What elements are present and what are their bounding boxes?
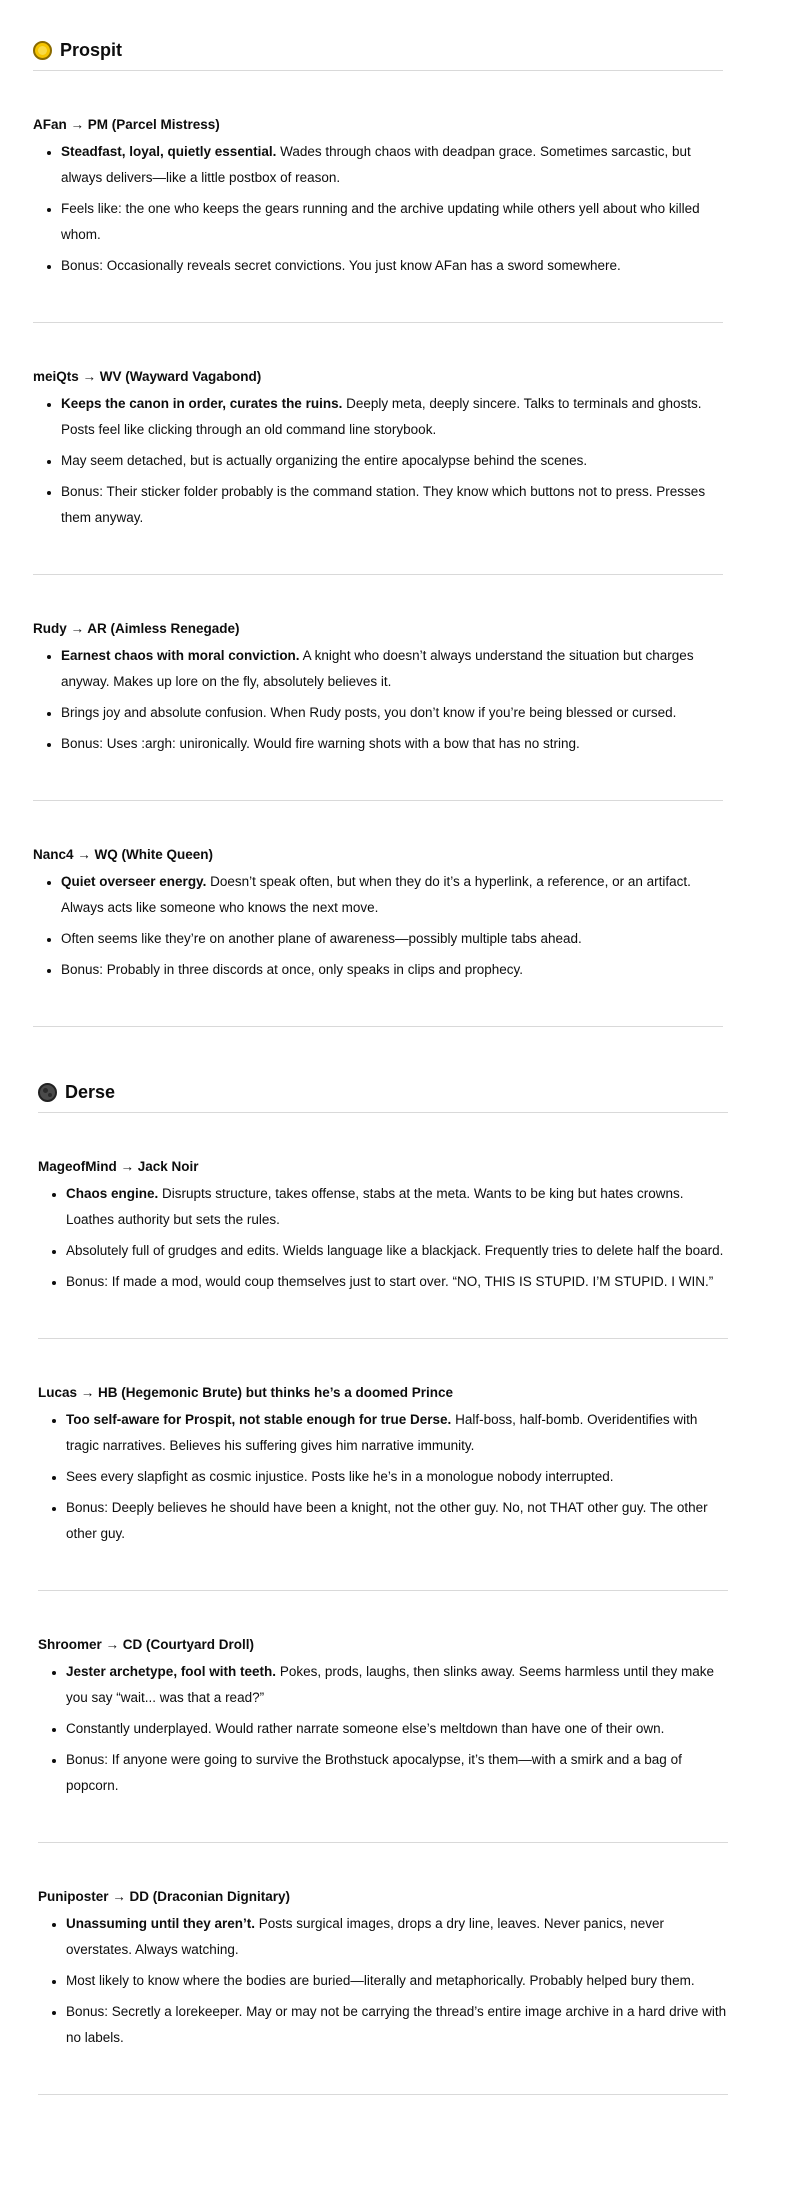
list-item <box>61 643 723 695</box>
list-item <box>66 1269 728 1295</box>
member-heading: Lucas → HB (Hegemonic Brute) but thinks he’s a doomed Prince <box>38 1385 454 1400</box>
trait-list <box>33 391 723 531</box>
trait-text: Wades through chaos with deadpan grace. Sometimes sarcastic, but always delivers—like a little postbox of reason. <box>61 144 691 185</box>
trait-list <box>33 869 723 983</box>
trait-lead: Too self-aware for Prospit, not stable enough for true Derse. <box>66 1412 452 1427</box>
member-meiqts <box>33 323 723 556</box>
trait-text: Posts surgical images, drops a dry line, leaves. Never panics, never overstates. Always watching. <box>66 1916 664 1957</box>
member-heading: Nanc4 → WQ (White Queen) <box>33 847 214 862</box>
trait-list <box>38 1181 728 1295</box>
section-header <box>33 30 723 70</box>
member-rudy <box>33 575 723 782</box>
list-item <box>61 700 723 726</box>
trait-lead: Steadfast, loyal, quietly essential. <box>61 144 277 159</box>
member-lucas <box>38 1339 728 1572</box>
list-item <box>61 869 723 921</box>
trait-text: Sees every slapfight as cosmic injustice. Posts like he’s in a monologue nobody interrupted. <box>66 1469 614 1484</box>
trait-text: Pokes, prods, laughs, then slinks away. Seems harmless until they make you say “wait... was that a read?” <box>66 1664 715 1705</box>
list-item <box>66 1747 728 1799</box>
section-title: Derse <box>65 1081 116 1102</box>
section-title: Prospit <box>60 39 123 60</box>
list-item <box>61 391 723 443</box>
trait-lead: Quiet overseer energy. <box>61 874 207 889</box>
list-item <box>66 1181 728 1233</box>
trait-lead: Chaos engine. <box>66 1186 159 1201</box>
list-item <box>61 448 723 474</box>
sun-icon <box>33 41 52 60</box>
trait-lead: Earnest chaos with moral conviction. <box>61 648 300 663</box>
list-item <box>66 1407 728 1459</box>
list-item <box>61 479 723 531</box>
list-item <box>66 1911 728 1963</box>
member-afan <box>33 71 723 304</box>
trait-list <box>33 643 723 757</box>
list-item <box>61 253 723 279</box>
trait-text: Doesn’t speak often, but when they do it’s a hyperlink, a reference, or an artifact. Always acts like someone who knows the next move. <box>61 874 691 915</box>
trait-text: Bonus: Uses :argh: unironically. Would fire warning shots with a bow that has no string. <box>61 736 580 751</box>
member-mageofmind <box>38 1113 728 1320</box>
trait-text: Bonus: Secretly a lorekeeper. May or may not be carrying the thread’s entire image archive in a hard drive with no labels. <box>66 2004 727 2045</box>
trait-lead: Keeps the canon in order, curates the ruins. <box>61 396 343 411</box>
trait-text: Disrupts structure, takes offense, stabs at the meta. Wants to be king but hates crowns. Loathes authority but sets the rules. <box>66 1186 684 1227</box>
trait-text: Brings joy and absolute confusion. When Rudy posts, you don’t know if you’re being blessed or cursed. <box>61 705 677 720</box>
list-item <box>66 1999 728 2051</box>
list-item <box>61 139 723 191</box>
trait-text: Half-boss, half-bomb. Overidentifies with tragic narratives. Believes his suffering gives him narrative immunity. <box>66 1412 698 1453</box>
section-prospit <box>33 30 723 1027</box>
list-item <box>66 1238 728 1264</box>
trait-text: Bonus: Their sticker folder probably is the command station. They know which buttons not to press. Presses them anyway. <box>61 484 706 525</box>
list-item <box>61 196 723 248</box>
trait-list <box>38 1659 728 1799</box>
trait-text: Absolutely full of grudges and edits. Wields language like a blackjack. Frequently tries to delete half the board. <box>66 1243 724 1258</box>
moon-icon <box>38 1083 57 1102</box>
trait-text: Bonus: If anyone were going to survive the Brothstuck apocalypse, it’s them—with a smirk and a bag of popcorn. <box>66 1752 682 1793</box>
list-item <box>66 1968 728 1994</box>
divider <box>38 2094 728 2095</box>
member-heading: meiQts → WV (Wayward Vagabond) <box>33 369 262 384</box>
member-shroomer <box>38 1591 728 1824</box>
trait-text: Bonus: Probably in three discords at once, only speaks in clips and prophecy. <box>61 962 524 977</box>
trait-lead: Unassuming until they aren’t. <box>66 1916 256 1931</box>
list-item <box>61 926 723 952</box>
member-puniposter <box>38 1843 728 2076</box>
member-nanc4 <box>33 801 723 1008</box>
trait-text: Often seems like they’re on another plane of awareness—possibly multiple tabs ahead. <box>61 931 582 946</box>
trait-list <box>38 1407 728 1547</box>
member-heading: Puniposter → DD (Draconian Dignitary) <box>38 1889 291 1904</box>
member-heading: Shroomer → CD (Courtyard Droll) <box>38 1637 255 1652</box>
trait-text: Feels like: the one who keeps the gears running and the archive updating while others yell about who killed whom. <box>61 201 700 242</box>
trait-text: Bonus: If made a mod, would coup themselves just to start over. “NO, THIS IS STUPID. I’M STUPID. I WIN.” <box>66 1274 714 1289</box>
trait-text: Bonus: Deeply believes he should have been a knight, not the other guy. No, not THAT other guy. The other other guy. <box>66 1500 708 1541</box>
section-derse <box>38 1072 728 2095</box>
member-heading: AFan → PM (Parcel Mistress) <box>33 117 220 132</box>
list-item <box>61 957 723 983</box>
trait-text: Deeply meta, deeply sincere. Talks to terminals and ghosts. Posts feel like clicking through an old command line storybook. <box>61 396 702 437</box>
list-item <box>66 1716 728 1742</box>
trait-text: May seem detached, but is actually organizing the entire apocalypse behind the scenes. <box>61 453 588 468</box>
trait-list <box>38 1911 728 2051</box>
trait-text: A knight who doesn’t always understand the situation but charges anyway. Makes up lore on the fly, absolutely believes it. <box>61 648 694 689</box>
trait-text: Most likely to know where the bodies are buried—literally and metaphorically. Probably helped bury them. <box>66 1973 695 1988</box>
trait-list <box>33 139 723 279</box>
member-heading: Rudy → AR (Aimless Renegade) <box>33 621 240 636</box>
divider <box>33 1026 723 1027</box>
trait-lead: Jester archetype, fool with teeth. <box>66 1664 277 1679</box>
list-item <box>66 1495 728 1547</box>
list-item <box>61 731 723 757</box>
trait-text: Bonus: Occasionally reveals secret convictions. You just know AFan has a sword somewhere. <box>61 258 621 273</box>
member-heading: MageofMind → Jack Noir <box>38 1159 199 1174</box>
list-item <box>66 1464 728 1490</box>
trait-text: Constantly underplayed. Would rather narrate someone else’s meltdown than have one of their own. <box>66 1721 665 1736</box>
list-item <box>66 1659 728 1711</box>
section-header <box>38 1072 728 1112</box>
